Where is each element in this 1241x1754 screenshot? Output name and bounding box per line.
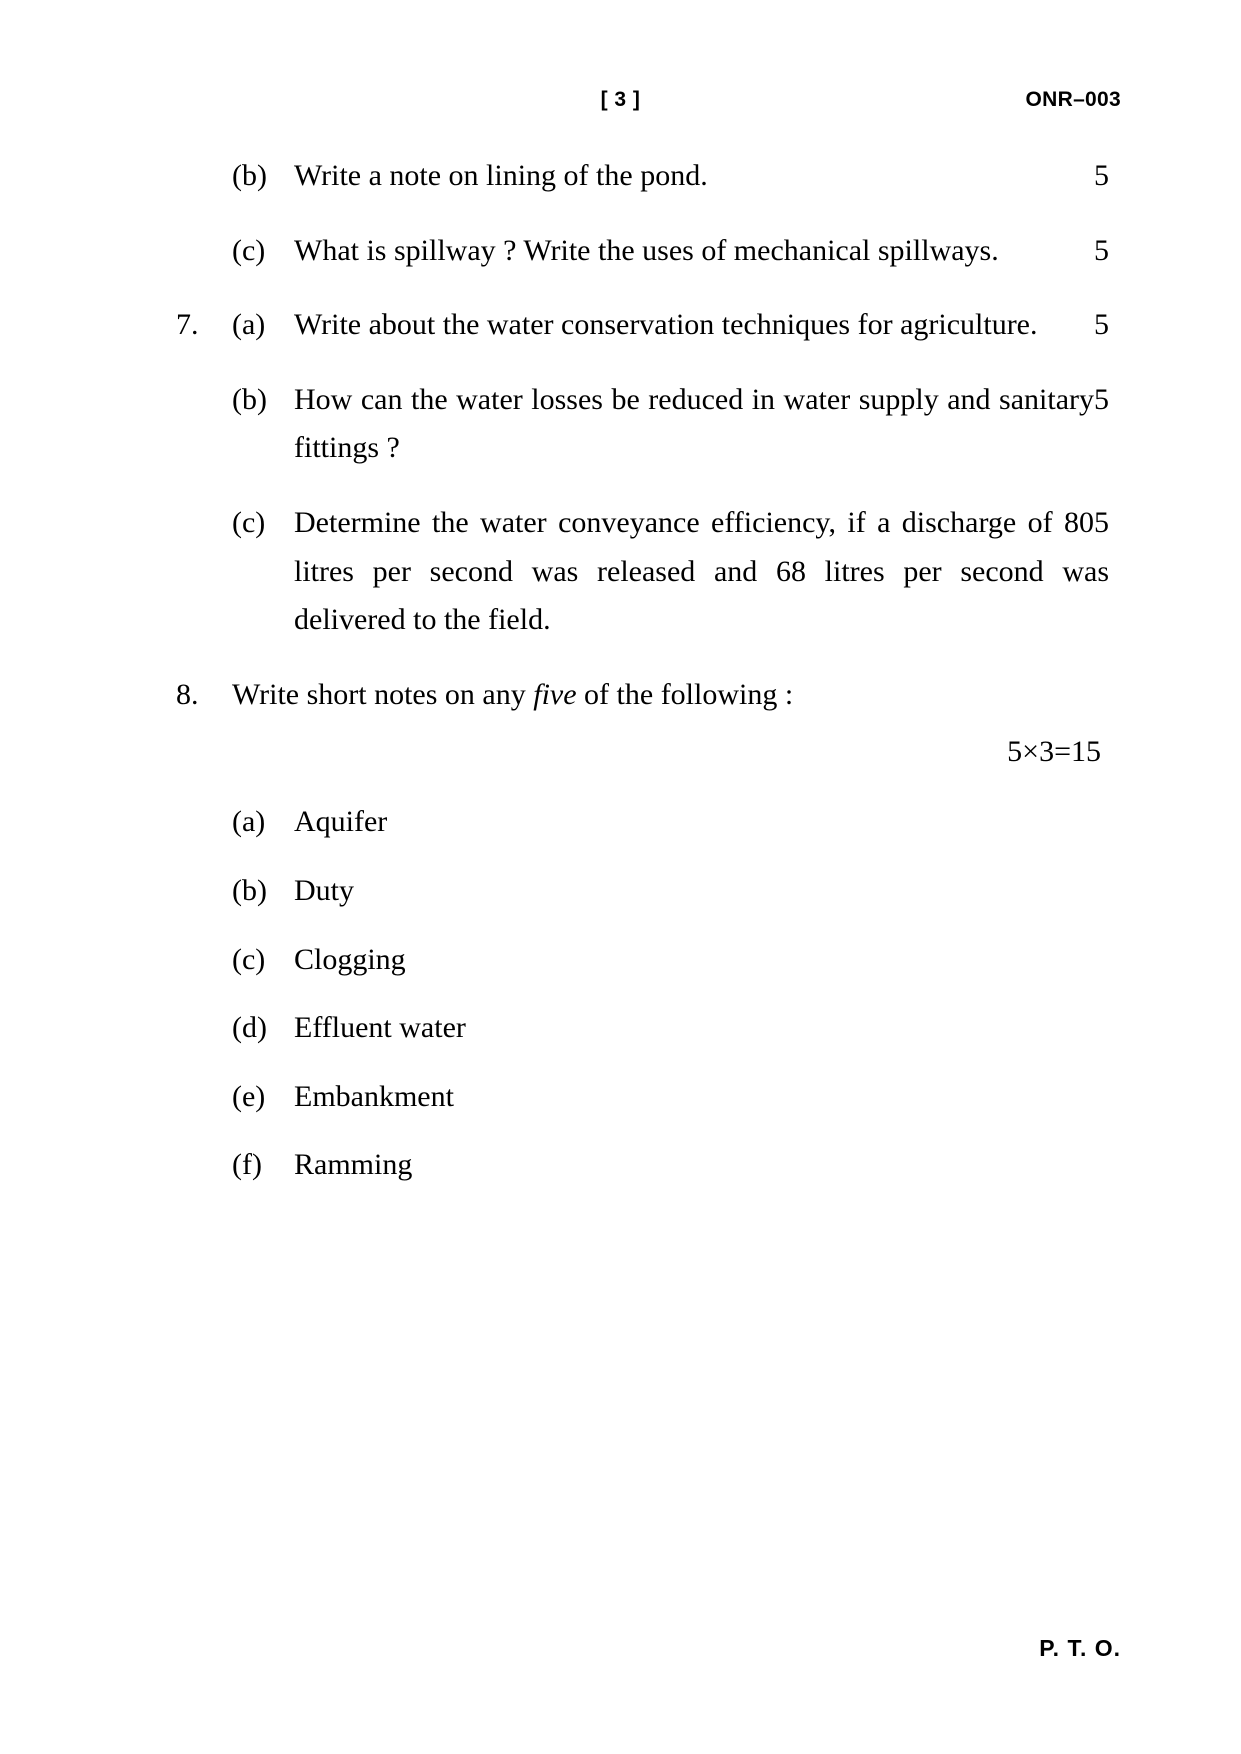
question-text: How can the water losses be reduced in water supply and sanitary fittings ?: [294, 382, 1094, 465]
question8-stem-before: Write short notes on any: [232, 677, 534, 711]
question-marks: 5: [1094, 159, 1109, 192]
question-text-wrapper: [294, 152, 1109, 201]
question-text: Write about the water conservation techniques for agriculture.: [294, 308, 1038, 342]
question-sublabel: (c): [232, 505, 266, 539]
question-text-wrapper: [232, 671, 1109, 720]
list-item: [176, 1141, 1109, 1190]
list-item: [176, 798, 1109, 847]
list-item: [176, 936, 1109, 985]
question-row: [176, 499, 1109, 645]
question-text-wrapper: [294, 301, 1109, 350]
item-label: (b): [232, 873, 267, 907]
question-marks: 5: [1094, 308, 1109, 342]
question8-stem-italic: five: [533, 677, 577, 711]
question-row: [176, 227, 1109, 276]
question-row: [176, 376, 1109, 473]
question8-marks: 5×3=15: [1007, 735, 1101, 769]
item-text: Duty: [294, 873, 354, 907]
question-row: [176, 152, 1109, 201]
list-item: [176, 867, 1109, 916]
list-item: [176, 1004, 1109, 1053]
page-number: [ 3 ]: [600, 88, 641, 111]
page-header: [120, 70, 1121, 116]
question8-stem-after: of the following :: [576, 677, 794, 711]
item-text: Aquifer: [294, 805, 388, 839]
item-label: (f): [232, 1148, 262, 1182]
question-text: What is spillway ? Write the uses of mechanical spillways.: [294, 233, 999, 267]
paper-code: ONR–003: [1025, 88, 1121, 111]
question-text: Determine the water conveyance efficiency, if a discharge of 80 litres per second was released and 68 litres per second was delivered to the field.: [294, 505, 1109, 637]
question8-item-list: [176, 798, 1109, 1190]
question-number: 7.: [176, 308, 199, 342]
list-item: [176, 1073, 1109, 1122]
question-text-wrapper: [294, 227, 1109, 276]
question-marks: 5: [1094, 505, 1109, 539]
question-text-wrapper: [294, 376, 1109, 473]
question-list: [120, 152, 1121, 1190]
question-marks: 5: [1094, 382, 1109, 416]
item-label: (e): [232, 1079, 266, 1113]
page-turn-over-note: P. T. O.: [1039, 1635, 1121, 1661]
item-text: Ramming: [294, 1148, 413, 1182]
item-text: Clogging: [294, 942, 406, 976]
question-sublabel: (b): [232, 382, 267, 416]
item-text: Embankment: [294, 1079, 454, 1113]
question-row: [176, 301, 1109, 350]
item-text: Effluent water: [294, 1011, 466, 1045]
question-sublabel: (b): [232, 159, 267, 192]
question-text-wrapper: [294, 499, 1109, 645]
item-label: (c): [232, 942, 266, 976]
item-label: (d): [232, 1011, 267, 1045]
item-label: (a): [232, 805, 266, 839]
question-sublabel: (c): [232, 233, 266, 267]
question-number: 8.: [176, 677, 199, 711]
question-marks: 5: [1094, 233, 1109, 267]
question-text: Write a note on lining of the pond.: [294, 159, 708, 192]
question-sublabel: (a): [232, 308, 266, 342]
question-row-8: [176, 671, 1109, 720]
